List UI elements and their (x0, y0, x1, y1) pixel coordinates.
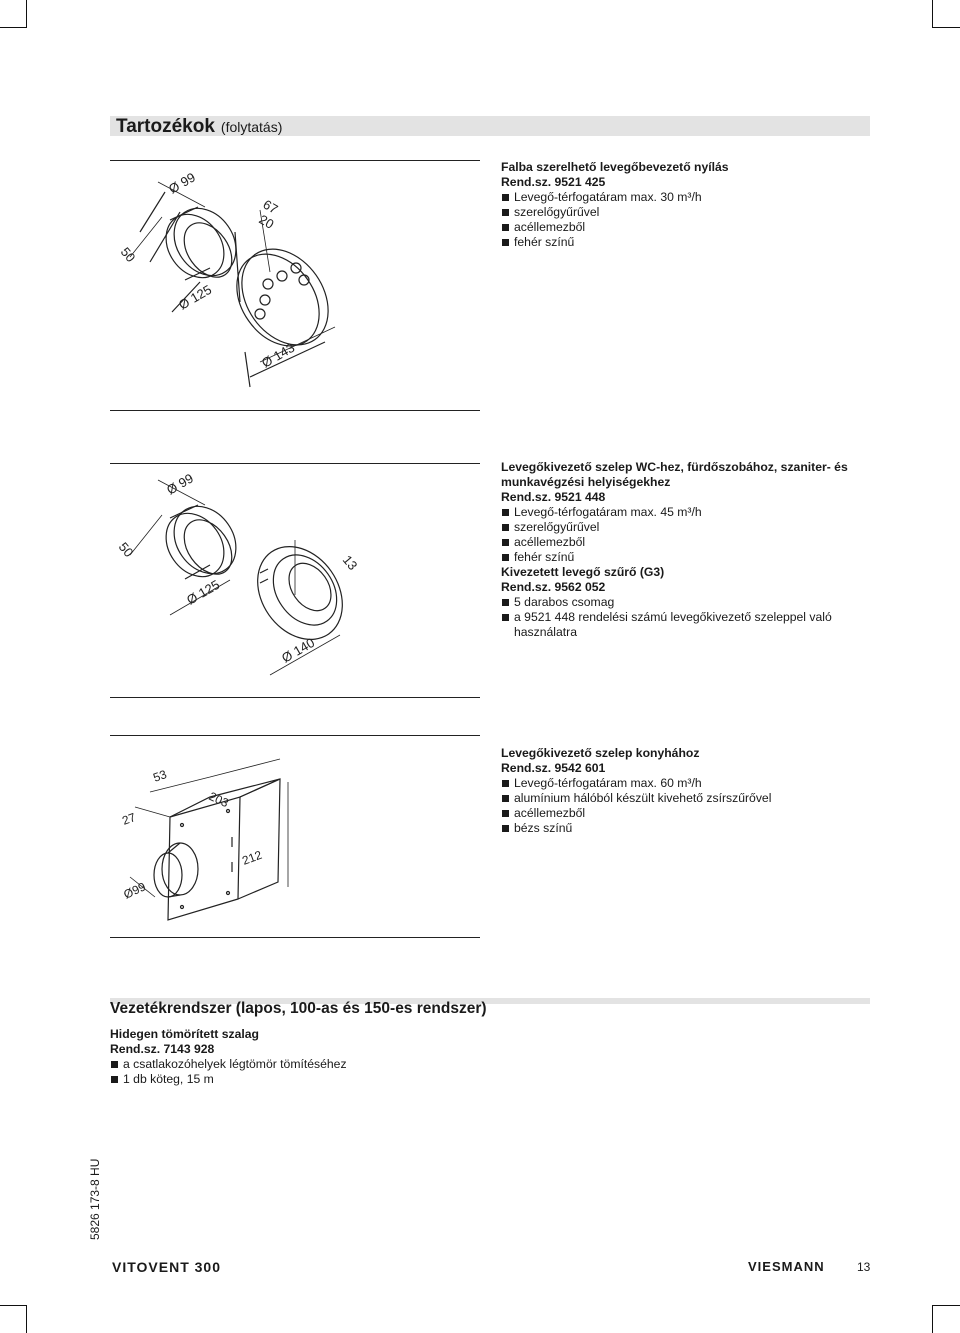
dim-label: 13 (339, 552, 361, 574)
item-title: Falba szerelhető levegőbevezető nyílás (501, 160, 729, 174)
bullet: bézs színű (501, 821, 871, 836)
dim-label: Ø 99 (166, 169, 198, 197)
dim-label: 53 (151, 767, 169, 785)
air-inlet-drawing (110, 162, 480, 408)
order-number: Rend.sz. 9562 052 (501, 580, 606, 594)
divider (110, 463, 480, 464)
crop-mark (26, 0, 27, 28)
bullet: fehér színű (501, 550, 871, 565)
crop-mark (26, 1305, 27, 1333)
bullet: Levegő-térfogatáram max. 45 m³/h (501, 505, 871, 520)
divider (110, 160, 480, 161)
item-title: Levegőkivezető szelep WC-hez, fürdőszobához, szaniter- és munkavégzési helyiségekhez (501, 460, 848, 489)
page-title (116, 116, 282, 138)
bullet: acéllemezből (501, 806, 871, 821)
dim-label: Ø 125 (184, 576, 223, 608)
bullet: szerelőgyűrűvel (501, 205, 871, 220)
item-air-inlet (501, 160, 871, 250)
divider (110, 937, 480, 938)
bullet: 5 darabos csomag (501, 595, 871, 610)
sub-item-title: Kivezetett levegő szűrő (G3) (501, 565, 665, 579)
crop-mark (932, 1305, 960, 1306)
bullet: acéllemezből (501, 535, 871, 550)
bullet: a csatlakozóhelyek légtömör tömítéséhez (110, 1057, 510, 1072)
kitchen-valve-drawing (110, 737, 480, 935)
item-kitchen-valve (501, 746, 871, 836)
bullet: 1 db köteg, 15 m (110, 1072, 510, 1087)
page-number: 13 (857, 1260, 871, 1274)
brand-logo: VIESMANN (748, 1259, 825, 1274)
divider (110, 410, 480, 411)
item-sealing-tape (110, 1027, 510, 1087)
dim-label: 50 (117, 244, 139, 266)
dim-label: 212 (240, 847, 264, 868)
page-title-text: Tartozékok (116, 116, 215, 137)
dim-label: 20 (256, 211, 277, 232)
dim-label: 27 (120, 810, 138, 828)
bullet: acéllemezből (501, 220, 871, 235)
divider (110, 697, 480, 698)
dim-label: Ø 99 (164, 470, 196, 498)
order-number: Rend.sz. 7143 928 (110, 1042, 215, 1056)
bullet: szerelőgyűrűvel (501, 520, 871, 535)
dim-label: Ø 125 (176, 281, 215, 313)
item-title: Levegőkivezető szelep konyhához (501, 746, 700, 760)
dim-label: 203 (206, 789, 231, 811)
page-title-sub: (folytatás) (220, 119, 283, 135)
product-name: VITOVENT 300 (112, 1259, 222, 1275)
bullet: a 9521 448 rendelési számú levegőkivezető szeleppel való használatra (501, 610, 871, 640)
crop-mark (0, 27, 27, 28)
exhaust-valve-drawing (110, 465, 480, 695)
crop-mark (0, 1305, 27, 1306)
dim-label: 67 (260, 196, 281, 217)
dim-label: 50 (115, 539, 137, 561)
order-number: Rend.sz. 9521 448 (501, 490, 606, 504)
dim-label: Ø 140 (279, 634, 318, 666)
bullet: alumínium hálóból készült kivehető zsírszűrővel (501, 791, 871, 806)
crop-mark (932, 27, 960, 28)
dim-label: Ø 143 (259, 339, 298, 371)
bullet: Levegő-térfogatáram max. 60 m³/h (501, 776, 871, 791)
item-exhaust-valve (501, 460, 871, 640)
section2-title: Vezetékrendszer (lapos, 100-as és 150-es rendszer) (110, 1000, 487, 1017)
crop-mark (932, 0, 933, 28)
order-number: Rend.sz. 9521 425 (501, 175, 606, 189)
dim-label: Ø99 (121, 879, 148, 902)
crop-mark (932, 1305, 933, 1333)
order-number: Rend.sz. 9542 601 (501, 761, 606, 775)
bullet: Levegő-térfogatáram max. 30 m³/h (501, 190, 871, 205)
bullet: fehér színű (501, 235, 871, 250)
divider (110, 735, 480, 736)
item-title: Hidegen tömörített szalag (110, 1027, 259, 1041)
document-code: 5826 173-8 HU (88, 1158, 102, 1240)
